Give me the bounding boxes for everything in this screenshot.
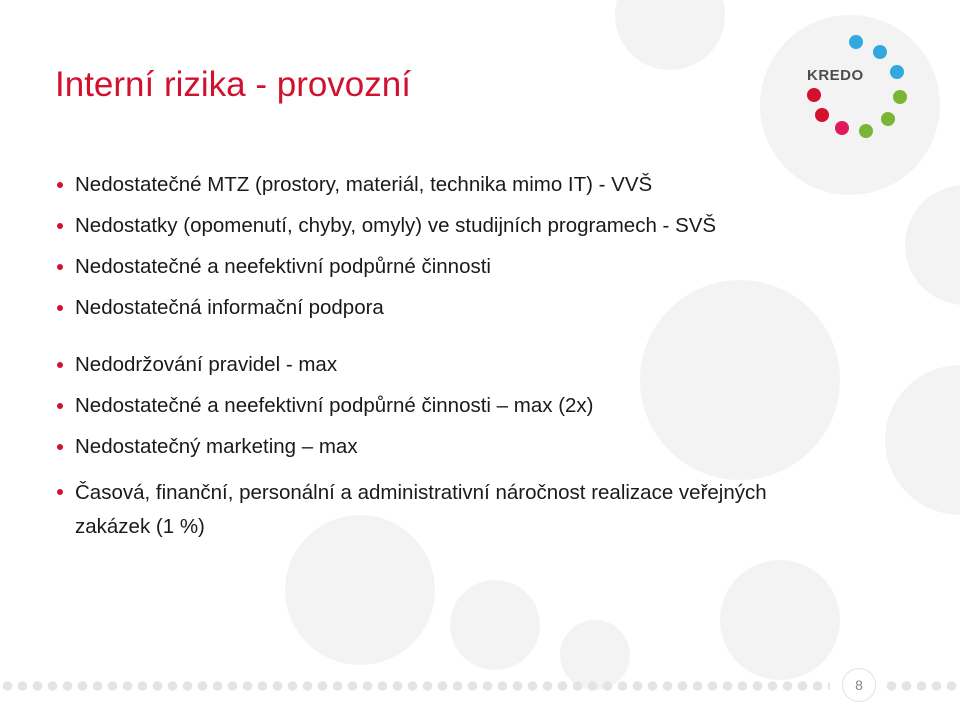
logo-dot-icon (893, 90, 907, 104)
logo-text: KREDO (807, 67, 864, 84)
bullet-group (57, 353, 937, 544)
background-circle (720, 560, 840, 680)
bullet-list (57, 173, 937, 561)
background-circle (450, 580, 540, 670)
logo-dot-icon (873, 45, 887, 59)
logo-dot-icon (835, 121, 849, 135)
logo-dot-icon (859, 124, 873, 138)
logo-dot-icon (807, 88, 821, 102)
bullet-item: Nedodržování pravidel - max (57, 353, 937, 377)
background-circle (615, 0, 725, 70)
page-number: 8 (842, 668, 876, 702)
logo-dot-icon (815, 108, 829, 122)
logo-dot-icon (881, 112, 895, 126)
kredo-logo (785, 20, 925, 150)
bullet-item: Nedostatečné a neefektivní podpůrné činnosti – max (2x) (57, 394, 937, 418)
bullet-item: Nedostatečný marketing – max (57, 435, 937, 459)
bullet-item: Nedostatečné a neefektivní podpůrné činnosti (57, 255, 937, 279)
bullet-item: Nedostatky (opomenutí, chyby, omyly) ve studijních programech - SVŠ (57, 214, 937, 238)
bullet-item: Časová, finanční, personální a administrativní náročnost realizace veřejných zakázek (1 %) (57, 476, 835, 544)
logo-dot-icon (890, 65, 904, 79)
logo-dot-icon (849, 35, 863, 49)
footer-dot-row (0, 679, 830, 693)
bullet-item: Nedostatečná informační podpora (57, 296, 937, 320)
bullet-group (57, 173, 937, 320)
slide-title: Interní rizika - provozní (55, 65, 411, 104)
bullet-item: Nedostatečné MTZ (prostory, materiál, technika mimo IT) - VVŠ (57, 173, 937, 197)
footer-dot-row (884, 679, 960, 693)
